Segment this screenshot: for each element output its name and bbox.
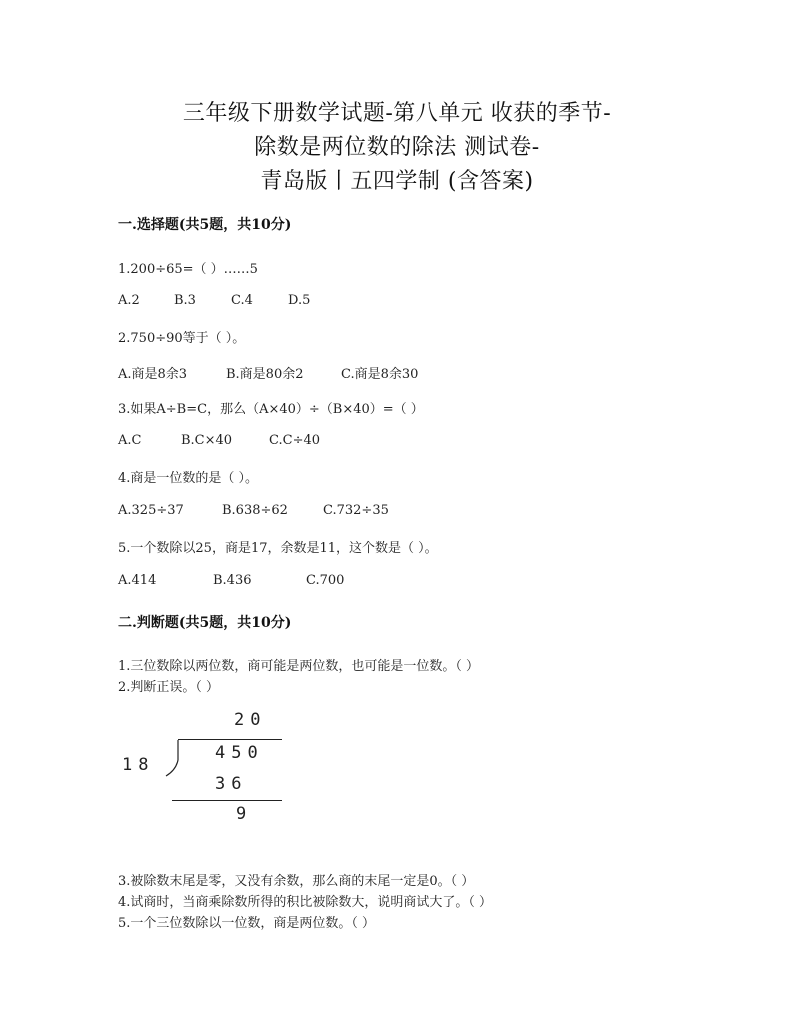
question-option: A.325÷37 — [118, 503, 184, 518]
division-divisor: 18 — [122, 755, 155, 775]
question-option: C.C÷40 — [269, 433, 320, 448]
question-option: A.2 — [118, 293, 140, 308]
question-option: B.3 — [174, 293, 196, 308]
judgement-question: 5.一个三位数除以一位数，商是两位数。（ ） — [118, 916, 376, 931]
section-heading-judgement: 二.判断题(共5题，共10分) — [118, 615, 292, 631]
question-option: B.C×40 — [181, 433, 233, 448]
question-option: B.638÷62 — [222, 503, 288, 518]
division-dividend: 450 — [215, 743, 264, 763]
question-option: A.414 — [118, 573, 157, 588]
question-option: B.商是80余2 — [226, 367, 304, 382]
question-option: C.商是8余30 — [341, 367, 419, 382]
question-option: C.4 — [231, 293, 253, 308]
question-text: 1.200÷65=（ ）……5 — [118, 262, 258, 277]
section-heading-choice: 一.选择题(共5题，共10分) — [118, 217, 292, 233]
question-text: 3.如果A÷B=C，那么（A×40）÷（B×40）=（ ） — [118, 402, 424, 417]
division-remainder: 9 — [236, 804, 253, 824]
question-option: A.C — [118, 433, 142, 448]
division-top-rule — [178, 739, 282, 740]
question-option: B.436 — [213, 573, 252, 588]
question-text: 2.750÷90等于（ ）。 — [118, 331, 246, 346]
question-text: 4.商是一位数的是（ ）。 — [118, 471, 259, 486]
division-subtraction-rule — [172, 800, 282, 801]
division-product: 36 — [215, 774, 248, 794]
judgement-question: 3.被除数末尾是零，又没有余数，那么商的末尾一定是0。（ ） — [118, 874, 475, 889]
question-option: C.700 — [306, 573, 345, 588]
judgement-question: 2.判断正误。（ ） — [118, 680, 220, 695]
question-option: C.732÷35 — [323, 503, 389, 518]
document-title-line3: 青岛版丨五四学制 (含答案) — [260, 169, 534, 194]
question-option: D.5 — [288, 293, 311, 308]
question-text: 5.一个数除以25，商是17，余数是11，这个数是（ ）。 — [118, 541, 438, 556]
document-title-line2: 除数是两位数的除法 测试卷- — [254, 135, 540, 160]
division-quotient: 20 — [234, 710, 267, 730]
division-bracket — [160, 738, 184, 778]
question-option: A.商是8余3 — [118, 367, 188, 382]
document-title-line1: 三年级下册数学试题-第八单元 收获的季节- — [182, 101, 612, 126]
judgement-question: 1.三位数除以两位数，商可能是两位数，也可能是一位数。（ ） — [118, 659, 480, 674]
judgement-question: 4.试商时，当商乘除数所得的积比被除数大，说明商试大了。（ ） — [118, 895, 493, 910]
